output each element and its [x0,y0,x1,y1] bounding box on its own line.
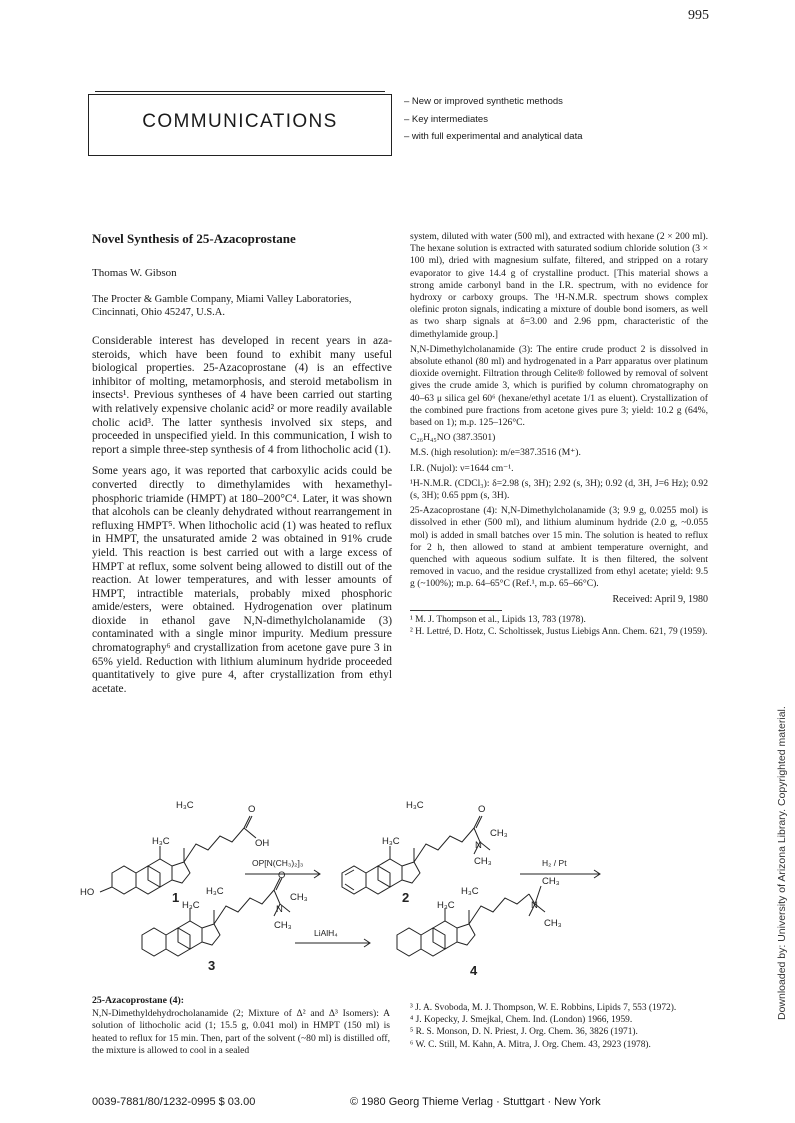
affiliation: The Procter & Gamble Company, Miami Valley Laboratories, Cincinnati, Ohio 45247, U.S.A. [92,294,352,318]
label-n: N [276,904,283,915]
watermark-text: Downloaded by: University of Arizona Library. Copyrighted material. [776,706,788,1020]
footer-issn: 0039-7881/80/1232-0995 $ 03.00 [92,1096,256,1108]
footnotes-bottom [410,1002,708,1051]
section-bullets [404,93,583,146]
reagent-hmpt: OP[N(CH₃)₂]₃ [252,858,304,868]
label-h3c: H₃C [206,886,224,897]
label-h3c: H₃C [152,836,170,847]
compound-number-2: 2 [402,890,410,905]
bullet-item: – New or improved synthetic methods [404,96,563,107]
footnote: ⁵ R. S. Monson, D. N. Priest, J. Org. Chem. 36, 3826 (1971). [410,1027,638,1038]
author: Thomas W. Gibson [92,267,177,279]
label-o: O [478,804,486,815]
article-body [92,335,392,704]
label-ho: HO [80,887,95,898]
rc-paragraph: ¹H-N.M.R. (CDCl₃): δ=2.98 (s, 3H); 2.92 (s, 3H); 0.92 (d, 3H, J=6 Hz); 0.92 (s, 3H); 0.65 ppm (s, 3H). [410,477,708,502]
label-o: O [278,870,286,881]
label-h3c: H₃C [382,836,400,847]
reagent-lialh4: LiAlH₄ [314,928,338,938]
label-h3c: H₃C [406,800,424,811]
label-ch3: CH₃ [290,892,308,903]
body-paragraph: Considerable interest has developed in recent years in aza-steroids, which have been found to exhibit many useful biological properties. 25-Azacoprostane (4) is an effective inhibitor of molting, metamorphosis, and steroid metabolism in insects¹. Previous syntheses of 4 have been carried out starting with relatively expensive cholanic acid² or more readily available cholic acid³. The latter synthesis involved six steps, and proceeded in unspecified yield. In this communication, I wish to report a simple three-step synthesis of 4 from lithocholic acid (1). [92,335,392,456]
label-oh: OH [255,838,270,849]
footnote: ⁶ W. C. Still, M. Kahn, A. Mitra, J. Org. Chem. 43, 2923 (1978). [410,1039,651,1050]
label-ch3: CH₃ [544,918,562,929]
label-h3c: H₃C [182,900,200,911]
bullet-item: – with full experimental and analytical data [404,131,583,142]
bullet-item: – Key intermediates [404,113,488,125]
experimental-title: 25-Azacoprostane (4): [92,995,185,1006]
rc-paragraph: I.R. (Nujol): ν=1644 cm⁻¹. [410,462,514,474]
footnote: ³ J. A. Svoboda, M. J. Thompson, W. E. Robbins, Lipids 7, 553 (1972). [410,1003,677,1013]
label-n: N [475,840,482,851]
compound-number-4: 4 [470,963,478,978]
label-ch3: CH₃ [474,856,492,867]
download-watermark [776,420,794,1020]
section-title: COMMUNICATIONS [142,111,338,132]
label-ch3: CH₃ [490,828,508,839]
body-paragraph: Some years ago, it was reported that carboxylic acids could be converted directly to dimethylamides with hexamethyl-phosphoric triamide (HMPT) at 180–200°C⁴. Later, it was shown that alcohols can be cleanly dehydrated without rearrangement in refluxing HMPT⁵. When lithocholic acid (1) was heated to reflux in HMPT, the unsaturated amide 2 was obtained in 91% crude yield. This reaction is best carried out with a large excess of HMPT at reflux, some solvent being allowed to distill out of the reaction. At lower temperatures, and with lesser amounts of HMPT, intractible materials, probably mixed phosphoric amide/esters, were obtained. Hydrogenation over platinum dioxide in ethanol gave N,N-dimethylcholanamide (3) contaminated with a single minor impurity. Medium pressure chromatography⁶ and crystallization from acetone gave pure 3 in 65% yield. Reduction with lithium aluminum hydride proceeded quantitatively to give pure 4, after crystallization from ethyl acetate. [92,465,392,695]
label-h3c: H₃C [461,886,479,897]
label-ch3: CH₃ [274,920,292,931]
compound-number-3: 3 [208,958,216,973]
rc-paragraph: system, diluted with water (500 ml), and extracted with hexane (2 × 200 ml). The hexane solution is extracted with saturated sodium chloride solution (3 × 100 ml), dried with magnesium sulfate, filtered, and stripped on a rotary evaporator to give 14.4 g of crystalline product. [This material shows a strong amide carbonyl band in the I.R. spectrum, with no evidence for hydroxy or carboxy groups. The ¹H-N.M.R. spectrum shows complex olefinic proton signals, indicating a mixture of double bond isomers, as well as two sharp signals at δ=3.00 and 2.96 ppm, characteristic of the dimethylamide group.] [410,231,708,340]
right-column-text [410,231,708,594]
label-ch3: CH₃ [542,876,560,887]
received-date: Received: April 9, 1980 [612,594,708,605]
footnote: ² H. Lettré, D. Hotz, C. Scholtissek, Justus Liebigs Ann. Chem. 621, 79 (1959). [410,627,708,637]
footnotes-top [410,614,708,638]
label-h3c: H₃C [176,800,194,811]
label-o: O [248,804,256,815]
rc-paragraph: C₂₆H₄₅NO (387.3501) [410,432,496,444]
experimental-text: N,N-Dimethyldehydrocholanamide (2; Mixture of Δ² and Δ³ Isomers): A solution of lithocholic acid (1; 15.5 g, 0.041 mol) in HMPT (150 ml) is heated to reflux for 15 min. Then, part of the solvent (~80 ml) is distilled off, the mixture is allowed to cool in a sealed [92,1008,390,1056]
compound-number-1: 1 [172,890,180,905]
footnote-rule [410,610,502,611]
rc-paragraph: N,N-Dimethylcholanamide (3): The entire crude product 2 is dissolved in absolute ethanol (80 ml) and hydrogenated in a Parr apparatus over platinum dioxide overnight. Filtration through Celite® followed by removal of solvent gives the crude amide 3, which is purified by column chromatography on 40–63 μ silica gel 60⁶ (hexane/ethyl acetate 1/1 as eluent). Crystallization of the combined pure fractions from acetone gives pure 3; yield: 10.2 g (64%, based on 1); m.p. 125–126°C. [410,343,708,429]
rc-paragraph: 25-Azacoprostane (4): N,N-Dimethylcholanamide (3; 9.9 g, 0.0255 mol) is dissolved in ether (500 ml), and lithium aluminum hydride (2.0 g, ~0.055 mol) is added in small batches over 15 min. The solution is heated to reflux for 2 h, then allowed to stand at ambient temperature overnight, and quenched with aqueous sodium sulfate. It is then filtered, the solvent removed in vacuo, and the residue crystallized from ethyl acetate; yield: 9.5 g (~100%); m.p. 64–65°C (Ref.¹, m.p. 65–66°C). [410,505,708,590]
footnote: ⁴ J. Kopecky, J. Smejkal, Chem. Ind. (London) 1966, 1959. [410,1015,633,1026]
label-n: N [531,900,538,911]
label-h3c: H₃C [437,900,455,911]
footnote: ¹ M. J. Thompson et al., Lipids 13, 783 (1978). [410,615,586,625]
footer-publisher: © 1980 Georg Thieme Verlag · Stuttgart · New York [350,1096,601,1108]
page-number: 995 [688,8,709,23]
rc-paragraph: M.S. (high resolution): m/e=387.3516 (M⁺). [410,447,581,459]
reagent-h2-pt: H₂ / Pt [542,858,567,868]
reaction-scheme [80,780,640,980]
article-title: Novel Synthesis of 25-Azacoprostane [92,231,296,246]
